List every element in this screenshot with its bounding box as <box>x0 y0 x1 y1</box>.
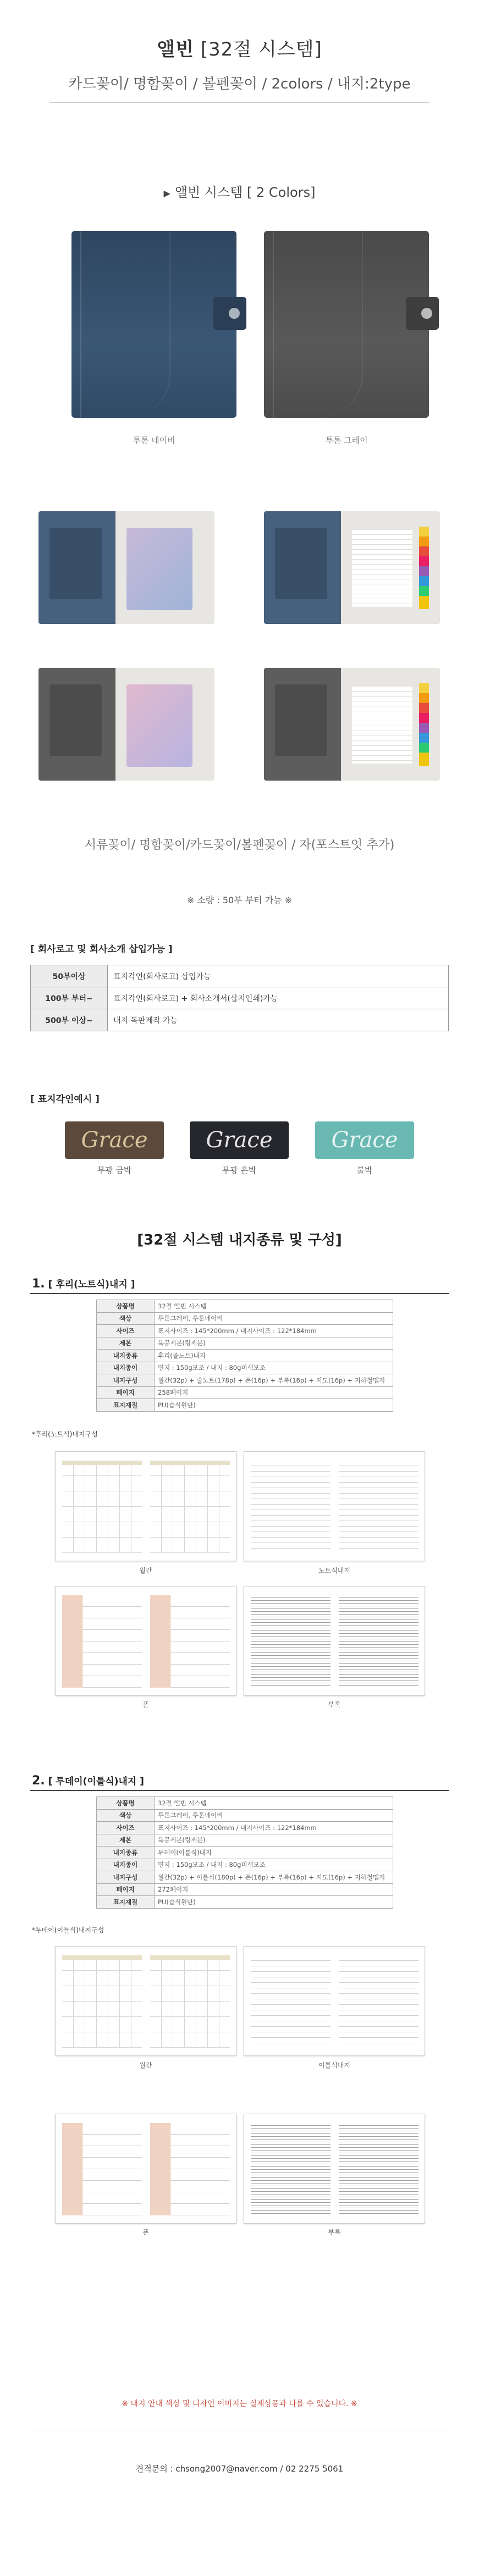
page-caption: 노트식내지 <box>318 1567 350 1574</box>
sticky-tabs <box>419 527 429 609</box>
logo-options-table <box>30 965 449 1031</box>
table-row: 내지구성 월간(32p) + 이틀식(180p) + 폰(16p) + 부록(16p) + 지도(16p) + 지하철맵지 <box>97 1871 393 1884</box>
type1-spec-table <box>96 1300 393 1412</box>
sample-page-phone <box>55 1586 236 1696</box>
open-cover <box>264 511 341 624</box>
stamp-sample-foil: Grace <box>315 1121 414 1159</box>
monthly-grid <box>150 1461 230 1553</box>
min-order-notice: ※ 소량 : 50부 부터 가능 ※ <box>186 895 293 905</box>
table-row: 제본 육공제본(링제본) <box>97 1834 393 1847</box>
insert-card <box>126 528 192 610</box>
table-row: 사이즈 표지사이즈 : 145*200mm / 내지사이즈 : 122*184mm <box>97 1325 393 1337</box>
qty-cell: 50부이상 <box>31 965 108 987</box>
table-row: 상품명 32절 앨빈 시스템 <box>97 1300 393 1313</box>
type1-structure-label: *후리(노트식)내지구성 <box>32 1430 98 1438</box>
table-row: 표지재질 PU(습식원단) <box>97 1896 393 1909</box>
desc-cell: 표지각인(회사로고) + 회사소개서(삽지인쇄)가능 <box>108 987 449 1009</box>
triangle-right-icon: ▶ <box>163 187 170 198</box>
color-caption-gray: 투톤 그레이 <box>325 435 368 445</box>
qty-cell: 100부 부터~ <box>31 987 108 1009</box>
diary-panel-curve <box>93 231 170 418</box>
open-photo-gray-cover <box>38 668 214 781</box>
sample-page-appendix <box>244 2114 425 2224</box>
header-divider <box>49 102 430 103</box>
open-cover <box>38 511 115 624</box>
diary-gray-image <box>264 231 429 418</box>
stamp-caption-silver: 무광 은박 <box>222 1165 257 1175</box>
monthly-grid <box>62 1461 142 1553</box>
sample-page-appendix <box>244 1586 425 1696</box>
sample-page-monthly <box>55 1451 236 1561</box>
lined-page <box>339 1461 419 1553</box>
table-row <box>31 965 449 987</box>
colors-heading: ▶ 앨빈 시스템 [ 2 Colors] <box>163 185 316 200</box>
monthly-grid <box>62 1955 142 2048</box>
open-photo-gray-pages <box>264 668 440 781</box>
appendix-page <box>251 2123 331 2215</box>
table-row <box>31 987 449 1009</box>
table-row: 색상 투톤그레이, 투톤네이비 <box>97 1312 393 1325</box>
desc-cell: 표지각인(회사로고) 삽입가능 <box>108 965 449 987</box>
stamp-caption-foil: 불박 <box>356 1165 373 1175</box>
open-photo-navy-pages <box>264 511 440 624</box>
page-caption: 부록 <box>328 1701 341 1709</box>
sticky-tabs <box>419 683 429 766</box>
ruled-page <box>352 687 412 764</box>
phone-page <box>150 2123 230 2215</box>
type1-rule <box>30 1293 449 1294</box>
stamp-caption-gold: 무광 금박 <box>97 1165 132 1175</box>
card-pocket <box>49 684 102 756</box>
table-row: 사이즈 표지사이즈 : 145*200mm / 내지사이즈 : 122*184mm <box>97 1822 393 1834</box>
phone-page <box>62 2123 142 2215</box>
table-row: 내지종류 투데이(이틀식)내지 <box>97 1847 393 1859</box>
diary-navy-image <box>71 231 236 418</box>
table-row: 내지종이 면지 : 150g모조 / 내지 : 80g미색모조 <box>97 1362 393 1374</box>
feature-tagline: 서류꽂이/ 명함꽂이/카드꽂이/볼펜꽂이 / 자(포스트잇 추가) <box>84 838 395 852</box>
daily-page <box>339 1955 419 2048</box>
sample-page-monthly <box>55 1946 236 2056</box>
table-row: 내지종류 후리(줄노트)내지 <box>97 1350 393 1362</box>
page-caption: 폰 <box>142 1701 149 1709</box>
stamp-section-title: [ 표지각인예시 ] <box>30 1094 100 1105</box>
appendix-page <box>339 2123 419 2215</box>
snap-button-icon <box>229 308 240 319</box>
open-cover <box>38 668 115 781</box>
table-row: 상품명 32절 앨빈 시스템 <box>97 1797 393 1810</box>
color-caption-navy: 투톤 네이비 <box>133 435 175 445</box>
appendix-page <box>339 1595 419 1688</box>
page-caption: 이틀식내지 <box>318 2061 350 2069</box>
table-row: 색상 투톤그레이, 투톤네이비 <box>97 1809 393 1822</box>
inner-section-heading: [32절 시스템 내지종류 및 구성] <box>137 1232 342 1248</box>
phone-page <box>150 1595 230 1688</box>
type2-heading: 2. [ 투데이(이틀식)내지 ] <box>32 1774 144 1788</box>
page-caption: 월간 <box>139 2061 152 2069</box>
diary-panel-curve <box>286 231 363 418</box>
table-row <box>31 1009 449 1031</box>
monthly-grid <box>150 1955 230 2048</box>
page-caption: 부록 <box>328 2229 341 2236</box>
type2-rule <box>30 1790 449 1791</box>
type1-heading: 1. [ 후리(노트식)내지 ] <box>32 1277 135 1291</box>
stamp-sample-silver: Grace <box>190 1121 289 1159</box>
qty-cell: 500부 이상~ <box>31 1009 108 1031</box>
type2-spec-table <box>96 1796 393 1909</box>
lined-page <box>251 1461 331 1553</box>
daily-page <box>251 1955 331 2048</box>
type2-structure-label: *투데이(이틀식)내지구성 <box>32 1926 104 1934</box>
phone-page <box>62 1595 142 1688</box>
title-main: 앨빈 <box>157 38 194 60</box>
snap-button-icon <box>421 308 432 319</box>
card-pocket <box>275 528 327 599</box>
sample-page-phone <box>55 2114 236 2224</box>
table-row: 내지종이 면지 : 150g모조 / 내지 : 80g미색모조 <box>97 1859 393 1871</box>
table-row: 제본 육공제본(링제본) <box>97 1337 393 1350</box>
logo-section-title: [ 회사로고 및 회사소개 삽입가능 ] <box>30 944 173 955</box>
diary-spine <box>273 231 274 418</box>
appendix-page <box>251 1595 331 1688</box>
card-pocket <box>49 528 102 599</box>
table-row: 페이지 272페이지 <box>97 1883 393 1896</box>
insert-card <box>126 684 192 767</box>
open-photo-navy-cover <box>38 511 214 624</box>
open-cover <box>264 668 341 781</box>
page-title <box>0 34 479 61</box>
stamp-sample-gold: Grace <box>65 1121 164 1159</box>
table-row: 표지재질 PU(습식원단) <box>97 1399 393 1412</box>
table-row: 페이지 258페이지 <box>97 1386 393 1399</box>
page-caption: 월간 <box>139 1567 152 1574</box>
card-pocket <box>275 684 327 756</box>
diary-spine <box>80 231 81 418</box>
page-subtitle: 카드꽂이/ 명함꽂이 / 볼펜꽂이 / 2colors / 내지:2type <box>68 76 411 92</box>
table-row: 내지구성 월간(32p) + 줄노트(178p) + 폰(16p) + 부록(16p) + 지도(16p) + 지하철맵지 <box>97 1374 393 1387</box>
page-caption: 폰 <box>142 2229 149 2236</box>
sample-page-lined <box>244 1451 425 1561</box>
disclaimer-text: ※ 내지 안내 색상 및 디자인 이미지는 실제상품과 다를 수 있습니다. ※ <box>122 2400 357 2408</box>
desc-cell: 내지 독판제작 가능 <box>108 1009 449 1031</box>
sample-page-daily <box>244 1946 425 2056</box>
contact-info: 견적문의 : chsong2007@naver.com / 02 2275 5061 <box>135 2464 344 2474</box>
title-bracket: [32절 시스템] <box>200 38 322 60</box>
ruled-page <box>352 530 412 607</box>
